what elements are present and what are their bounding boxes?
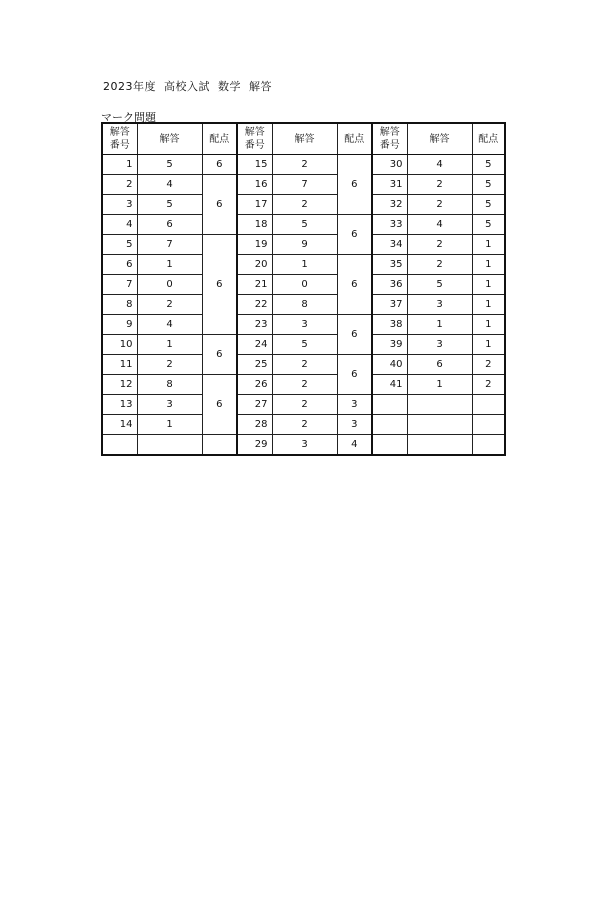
header-answer-3: 解答 xyxy=(407,123,472,155)
points-cell: 5 xyxy=(472,175,505,195)
answer-value-cell: 0 xyxy=(137,275,202,295)
section-label: マーク問題 xyxy=(101,111,156,124)
points-cell: 6 xyxy=(337,215,372,255)
answer-value-cell: 1 xyxy=(137,335,202,355)
answer-value-cell: 5 xyxy=(272,215,337,235)
answer-value-cell: 2 xyxy=(272,355,337,375)
answer-number-cell: 29 xyxy=(237,435,272,456)
points-cell: 3 xyxy=(337,395,372,415)
answer-value-cell: 0 xyxy=(272,275,337,295)
table-row xyxy=(102,355,505,375)
points-cell: 6 xyxy=(202,375,237,435)
answer-number-cell: 8 xyxy=(102,295,137,315)
answer-number-cell: 23 xyxy=(237,315,272,335)
answer-number-cell: 12 xyxy=(102,375,137,395)
table-row xyxy=(102,375,505,395)
points-cell xyxy=(472,415,505,435)
answer-number-cell: 21 xyxy=(237,275,272,295)
table-row xyxy=(102,335,505,355)
answer-value-cell: 3 xyxy=(137,395,202,415)
answer-number-cell: 19 xyxy=(237,235,272,255)
answer-number-cell: 9 xyxy=(102,315,137,335)
answer-number-cell: 7 xyxy=(102,275,137,295)
answer-value-cell: 2 xyxy=(137,355,202,375)
points-cell xyxy=(472,435,505,456)
answer-number-cell: 4 xyxy=(102,215,137,235)
answer-number-cell: 3 xyxy=(102,195,137,215)
answer-number-cell: 5 xyxy=(102,235,137,255)
answer-number-cell: 35 xyxy=(372,255,407,275)
table-row xyxy=(102,215,505,235)
answer-number-cell: 1 xyxy=(102,155,137,175)
answer-value-cell xyxy=(137,435,202,456)
answer-value-cell: 6 xyxy=(407,355,472,375)
answer-number-cell xyxy=(102,435,137,456)
answer-number-cell: 16 xyxy=(237,175,272,195)
answer-number-cell: 10 xyxy=(102,335,137,355)
points-cell: 1 xyxy=(472,295,505,315)
header-answer-1: 解答 xyxy=(137,123,202,155)
answer-value-cell: 8 xyxy=(137,375,202,395)
answer-number-cell: 39 xyxy=(372,335,407,355)
answer-value-cell: 6 xyxy=(137,215,202,235)
answer-value-cell: 2 xyxy=(272,375,337,395)
points-cell: 2 xyxy=(472,355,505,375)
answer-number-cell: 28 xyxy=(237,415,272,435)
points-cell: 6 xyxy=(202,155,237,175)
answer-number-cell: 18 xyxy=(237,215,272,235)
points-cell: 5 xyxy=(472,215,505,235)
header-number-3: 解答 番号 xyxy=(372,123,407,155)
header-points-2: 配点 xyxy=(337,123,372,155)
answer-value-cell xyxy=(407,415,472,435)
answer-number-cell: 13 xyxy=(102,395,137,415)
answer-value-cell: 4 xyxy=(407,155,472,175)
answer-value-cell: 1 xyxy=(407,315,472,335)
answer-value-cell: 2 xyxy=(407,235,472,255)
answer-value-cell: 5 xyxy=(272,335,337,355)
answer-value-cell: 7 xyxy=(272,175,337,195)
answer-number-cell: 37 xyxy=(372,295,407,315)
answer-value-cell: 3 xyxy=(407,295,472,315)
points-cell: 5 xyxy=(472,195,505,215)
answer-value-cell: 7 xyxy=(137,235,202,255)
answer-number-cell: 24 xyxy=(237,335,272,355)
answer-number-cell: 36 xyxy=(372,275,407,295)
points-cell: 1 xyxy=(472,255,505,275)
header-row xyxy=(102,123,505,155)
points-cell: 1 xyxy=(472,235,505,255)
answer-value-cell: 4 xyxy=(137,315,202,335)
answer-table xyxy=(101,122,506,456)
answer-value-cell xyxy=(407,435,472,456)
answer-number-cell: 38 xyxy=(372,315,407,335)
table-row xyxy=(102,235,505,255)
answer-value-cell: 5 xyxy=(407,275,472,295)
answer-number-cell: 30 xyxy=(372,155,407,175)
document-title: 2023年度 高校入試 数学 解答 xyxy=(103,80,272,93)
answer-number-cell: 27 xyxy=(237,395,272,415)
header-number-1 xyxy=(102,123,137,155)
answer-number-cell: 31 xyxy=(372,175,407,195)
points-cell xyxy=(472,395,505,415)
header-number-2: 解答 番号 xyxy=(237,123,272,155)
points-cell: 6 xyxy=(337,155,372,215)
answer-value-cell: 1 xyxy=(137,415,202,435)
answer-number-cell xyxy=(372,395,407,415)
points-cell: 6 xyxy=(202,175,237,235)
table-row xyxy=(102,315,505,335)
header-points-1: 配点 xyxy=(202,123,237,155)
answer-number-cell: 17 xyxy=(237,195,272,215)
answer-number-cell: 22 xyxy=(237,295,272,315)
points-cell: 6 xyxy=(202,235,237,335)
header-points-3: 配点 xyxy=(472,123,505,155)
table-row xyxy=(102,275,505,295)
answer-number-cell: 33 xyxy=(372,215,407,235)
answer-value-cell: 2 xyxy=(137,295,202,315)
answer-value-cell: 2 xyxy=(272,155,337,175)
answer-value-cell: 2 xyxy=(407,175,472,195)
answer-value-cell: 2 xyxy=(272,195,337,215)
answer-value-cell: 2 xyxy=(272,415,337,435)
answer-value-cell: 3 xyxy=(407,335,472,355)
points-cell: 1 xyxy=(472,335,505,355)
answer-number-cell: 26 xyxy=(237,375,272,395)
points-cell: 4 xyxy=(337,435,372,456)
table-row xyxy=(102,395,505,415)
answer-value-cell: 9 xyxy=(272,235,337,255)
answer-value-cell: 5 xyxy=(137,195,202,215)
points-cell: 6 xyxy=(337,255,372,315)
points-cell: 6 xyxy=(337,315,372,355)
table-row xyxy=(102,415,505,435)
answer-value-cell: 8 xyxy=(272,295,337,315)
points-cell: 6 xyxy=(202,335,237,375)
answer-value-cell: 1 xyxy=(272,255,337,275)
answer-value-cell: 3 xyxy=(272,315,337,335)
answer-value-cell: 2 xyxy=(407,255,472,275)
answer-number-cell: 2 xyxy=(102,175,137,195)
answer-value-cell: 1 xyxy=(407,375,472,395)
answer-number-cell: 25 xyxy=(237,355,272,375)
answer-number-cell: 32 xyxy=(372,195,407,215)
table-row xyxy=(102,175,505,195)
answer-number-cell: 40 xyxy=(372,355,407,375)
answer-number-cell: 20 xyxy=(237,255,272,275)
answer-value-cell: 2 xyxy=(407,195,472,215)
points-cell: 2 xyxy=(472,375,505,395)
table-row xyxy=(102,195,505,215)
table-row xyxy=(102,435,505,456)
answer-number-cell: 15 xyxy=(237,155,272,175)
answer-table-body xyxy=(102,155,505,456)
answer-number-cell: 6 xyxy=(102,255,137,275)
answer-value-cell: 3 xyxy=(272,435,337,456)
points-cell: 1 xyxy=(472,275,505,295)
answer-value-cell: 5 xyxy=(137,155,202,175)
table-row xyxy=(102,295,505,315)
points-cell xyxy=(202,435,237,456)
answer-number-cell: 11 xyxy=(102,355,137,375)
header-answer-2: 解答 xyxy=(272,123,337,155)
answer-value-cell: 2 xyxy=(272,395,337,415)
answer-number-cell: 41 xyxy=(372,375,407,395)
points-cell: 5 xyxy=(472,155,505,175)
table-row xyxy=(102,155,505,175)
table-row xyxy=(102,255,505,275)
answer-number-cell: 34 xyxy=(372,235,407,255)
points-cell: 1 xyxy=(472,315,505,335)
answer-value-cell: 4 xyxy=(137,175,202,195)
answer-value-cell xyxy=(407,395,472,415)
answer-number-cell: 14 xyxy=(102,415,137,435)
points-cell: 6 xyxy=(337,355,372,395)
answer-number-cell xyxy=(372,415,407,435)
answer-value-cell: 4 xyxy=(407,215,472,235)
points-cell: 3 xyxy=(337,415,372,435)
header-number-top: 解答 番号 xyxy=(109,127,130,151)
answer-number-cell xyxy=(372,435,407,456)
answer-value-cell: 1 xyxy=(137,255,202,275)
